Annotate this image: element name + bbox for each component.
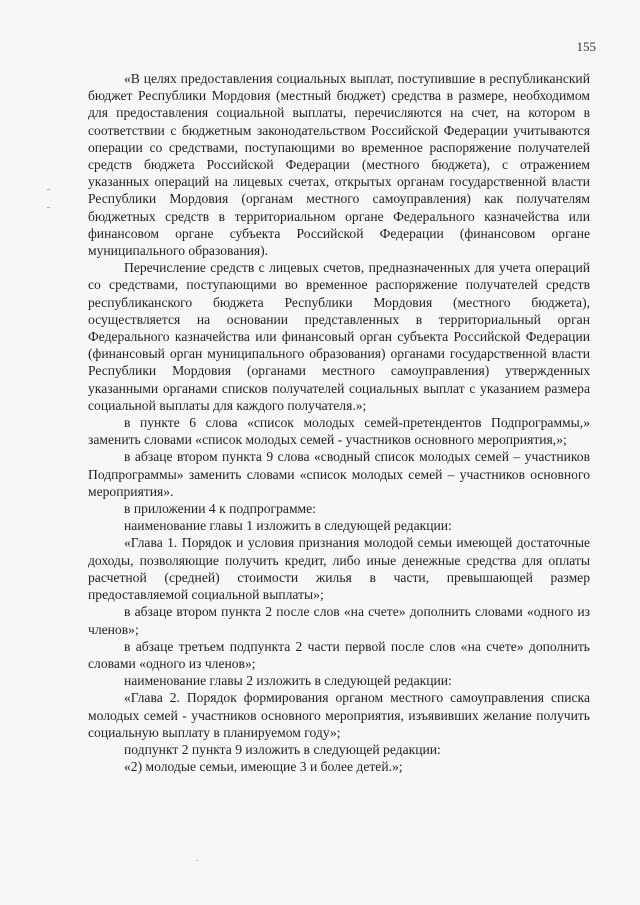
paragraph: «В целях предоставления социальных выплат, поступившие в республиканский бюджет Республики Мордовия (местный бюджет) средства в размере, необходимом для предоставления социальной выплаты, перечисляются на счет, на котором в соответствии с бюджетным законодательством Российской Федерации учитываются операции со средствами, поступающими во временное распоряжение получателей средств бюджета Российской Федерации (местного бюджета), с отражением указанных операций на лицевых счетах, открытых органам государственной власти Республики Мордовия (органам местного самоуправления) как получателям бюджетных средств в территориальном органе Федерального казначейства или финансовом органе субъекта Российской Федерации (финансовом органе муниципального образования). <box>88 71 590 259</box>
paragraph: подпункт 2 пункта 9 изложить в следующей редакции: <box>124 741 441 757</box>
paragraph: в абзаце третьем подпункта 2 части первой после слов «на счете» дополнить словами «одного из членов»; <box>88 638 590 671</box>
document-body <box>88 70 590 775</box>
paragraph: наименование главы 1 изложить в следующей редакции: <box>124 518 452 534</box>
paragraph: «Глава 1. Порядок и условия признания молодой семьи имеющей достаточные доходы, позволяющие получить кредит, либо иные денежные средства для оплаты расчетной (средней) стоимости жилья в части, превышающей размер предоставляемой социальной выплаты»; <box>88 535 590 603</box>
scan-mark <box>47 189 50 190</box>
scan-mark <box>196 860 198 861</box>
paragraph: «2) молодые семьи, имеющие 3 и более детей.»; <box>124 759 403 775</box>
scan-mark <box>47 207 50 208</box>
paragraph: наименование главы 2 изложить в следующей редакции: <box>124 673 452 689</box>
paragraph: в приложении 4 к подпрограмме: <box>124 501 316 517</box>
paragraph: Перечисление средств с лицевых счетов, предназначенных для учета операций со средствами, поступающими во временное распоряжение получателей средств республиканского бюджета Республики Мордовия (местного бюджета), осуществляется на основании представленных в территориальный орган Федерального казначейства или финансовый орган субъекта Российской Федерации (финансовый орган муниципального образования) органами государственной власти Республики Мордовия (органами местного самоуправления) утвержденных указанными органами списков получателей социальных выплат с указанием размера социальной выплаты для каждого получателя.»; <box>88 260 590 413</box>
paragraph: в пункте 6 слова «список молодых семей-претендентов Подпрограммы,» заменить словами «список молодых семей - участников основного мероприятия,»; <box>88 415 590 448</box>
paragraph: в абзаце втором пункта 9 слова «сводный список молодых семей – участников Подпрограммы» заменить словами «список молодых семей – участников основного мероприятия». <box>88 449 590 499</box>
page-number: 155 <box>576 39 596 54</box>
paragraph: «Глава 2. Порядок формирования органом местного самоуправления списка молодых семей - участников основного мероприятия, изъявивших желание получить социальную выплату в планируемом году»; <box>88 690 590 740</box>
paragraph: в абзаце втором пункта 2 после слов «на счете» дополнить словами «одного из членов»; <box>88 604 590 637</box>
